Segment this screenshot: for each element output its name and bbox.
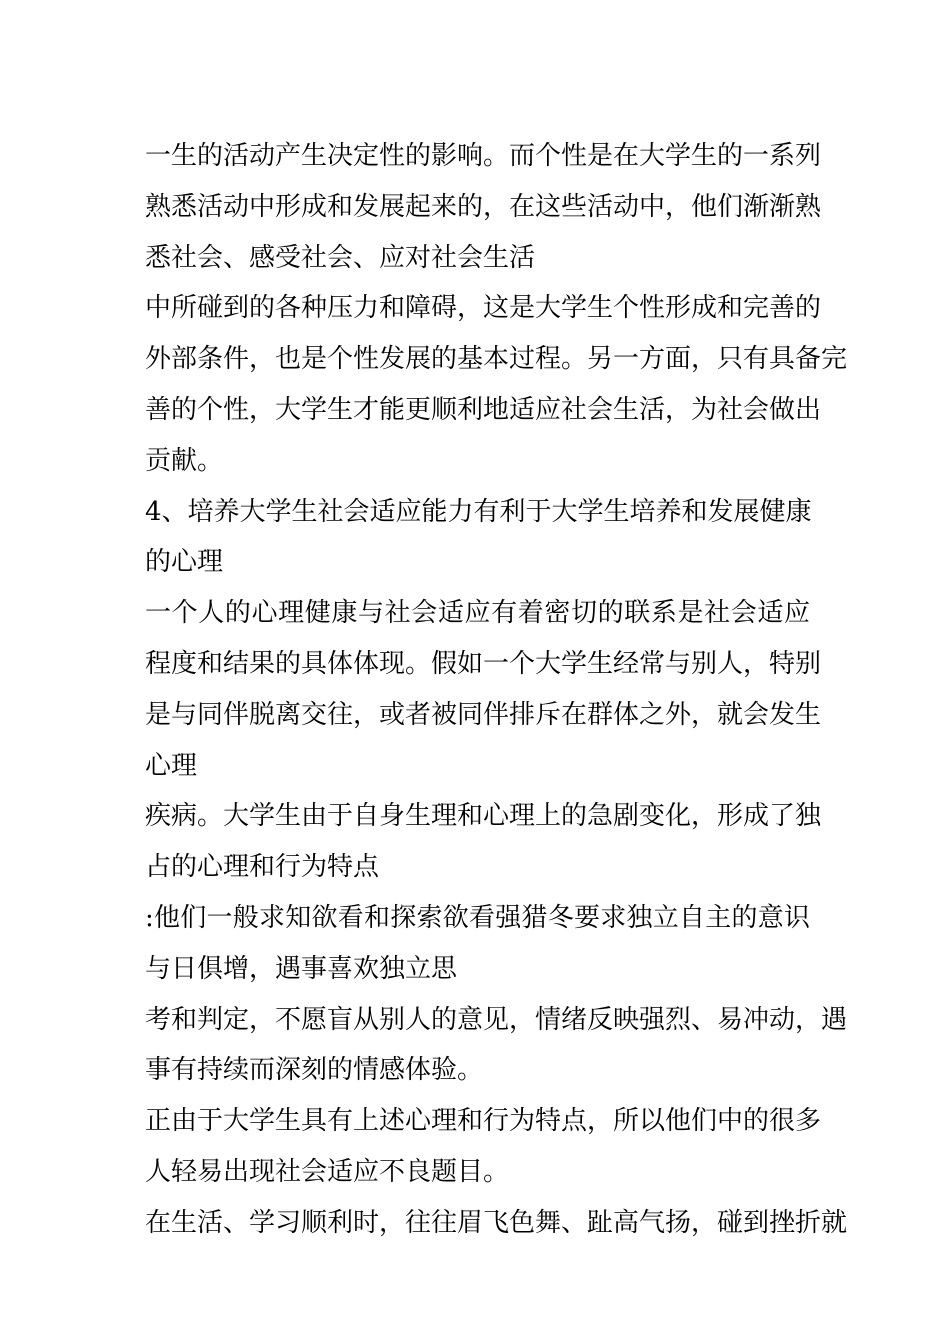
section-heading: 的心理 [145,547,224,578]
text-line: :他们一般求知欲看和探索欲看强猎冬要求独立自主的意识 [145,902,810,933]
text-line: 考和判定，不愿盲从别人的意见，情绪反映强烈、易冲动，遇 [145,1004,848,1035]
text-line: 外部条件，也是个性发展的基本过程。另一方面，只有具备完 [145,344,848,375]
text-line: 中所碰到的各种压力和障碍，这是大学生个性形成和完善的 [145,293,822,324]
text-line: 程度和结果的具体体现。假如一个大学生经常与别人，特别 [145,648,822,679]
text-line: 一生的活动产生决定性的影响。而个性是在大学生的一系列 [145,141,822,171]
text-line: 善的个性，大学生才能更顺利地适应社会生活，为社会做出 [145,394,822,425]
text-line: 正由于大学生具有上述心理和行为特点，所以他们中的很多 [145,1106,822,1137]
text-line: 熟悉活动中形成和发展起来的，在这些活动中，他们渐渐熟 [145,191,822,222]
text-line: 人轻易出现社会适应不良题目。 [145,1156,510,1187]
section-heading: 4、培养大学生社会适应能力有利于大学生培养和发展健康 [145,496,812,527]
text-line: 贡献。 [145,445,224,476]
text-line: 占的心理和行为特点 [145,852,380,883]
text-line: 与日俱增，遇事喜欢独立思 [145,953,458,984]
text-line: 是与同伴脱离交往，或者被同伴排斥在群体之外，就会发生 [145,699,822,730]
body-text [145,131,848,1249]
text-line: 疾病。大学生由于自身生理和心理上的急剧变化，形成了独 [145,801,822,832]
text-line: 心理 [145,750,198,781]
text-line: 在生活、学习顺利时，往往眉飞色舞、趾高气扬，碰到挫折就 [145,1207,848,1238]
text-line: 悉社会、感受社会、应对社会生活 [145,242,536,273]
text-line: 事有持续而深刻的情感体验。 [145,1055,484,1086]
text-line: 一个人的心理健康与社会适应有着密切的联系是社会适应 [145,598,810,629]
